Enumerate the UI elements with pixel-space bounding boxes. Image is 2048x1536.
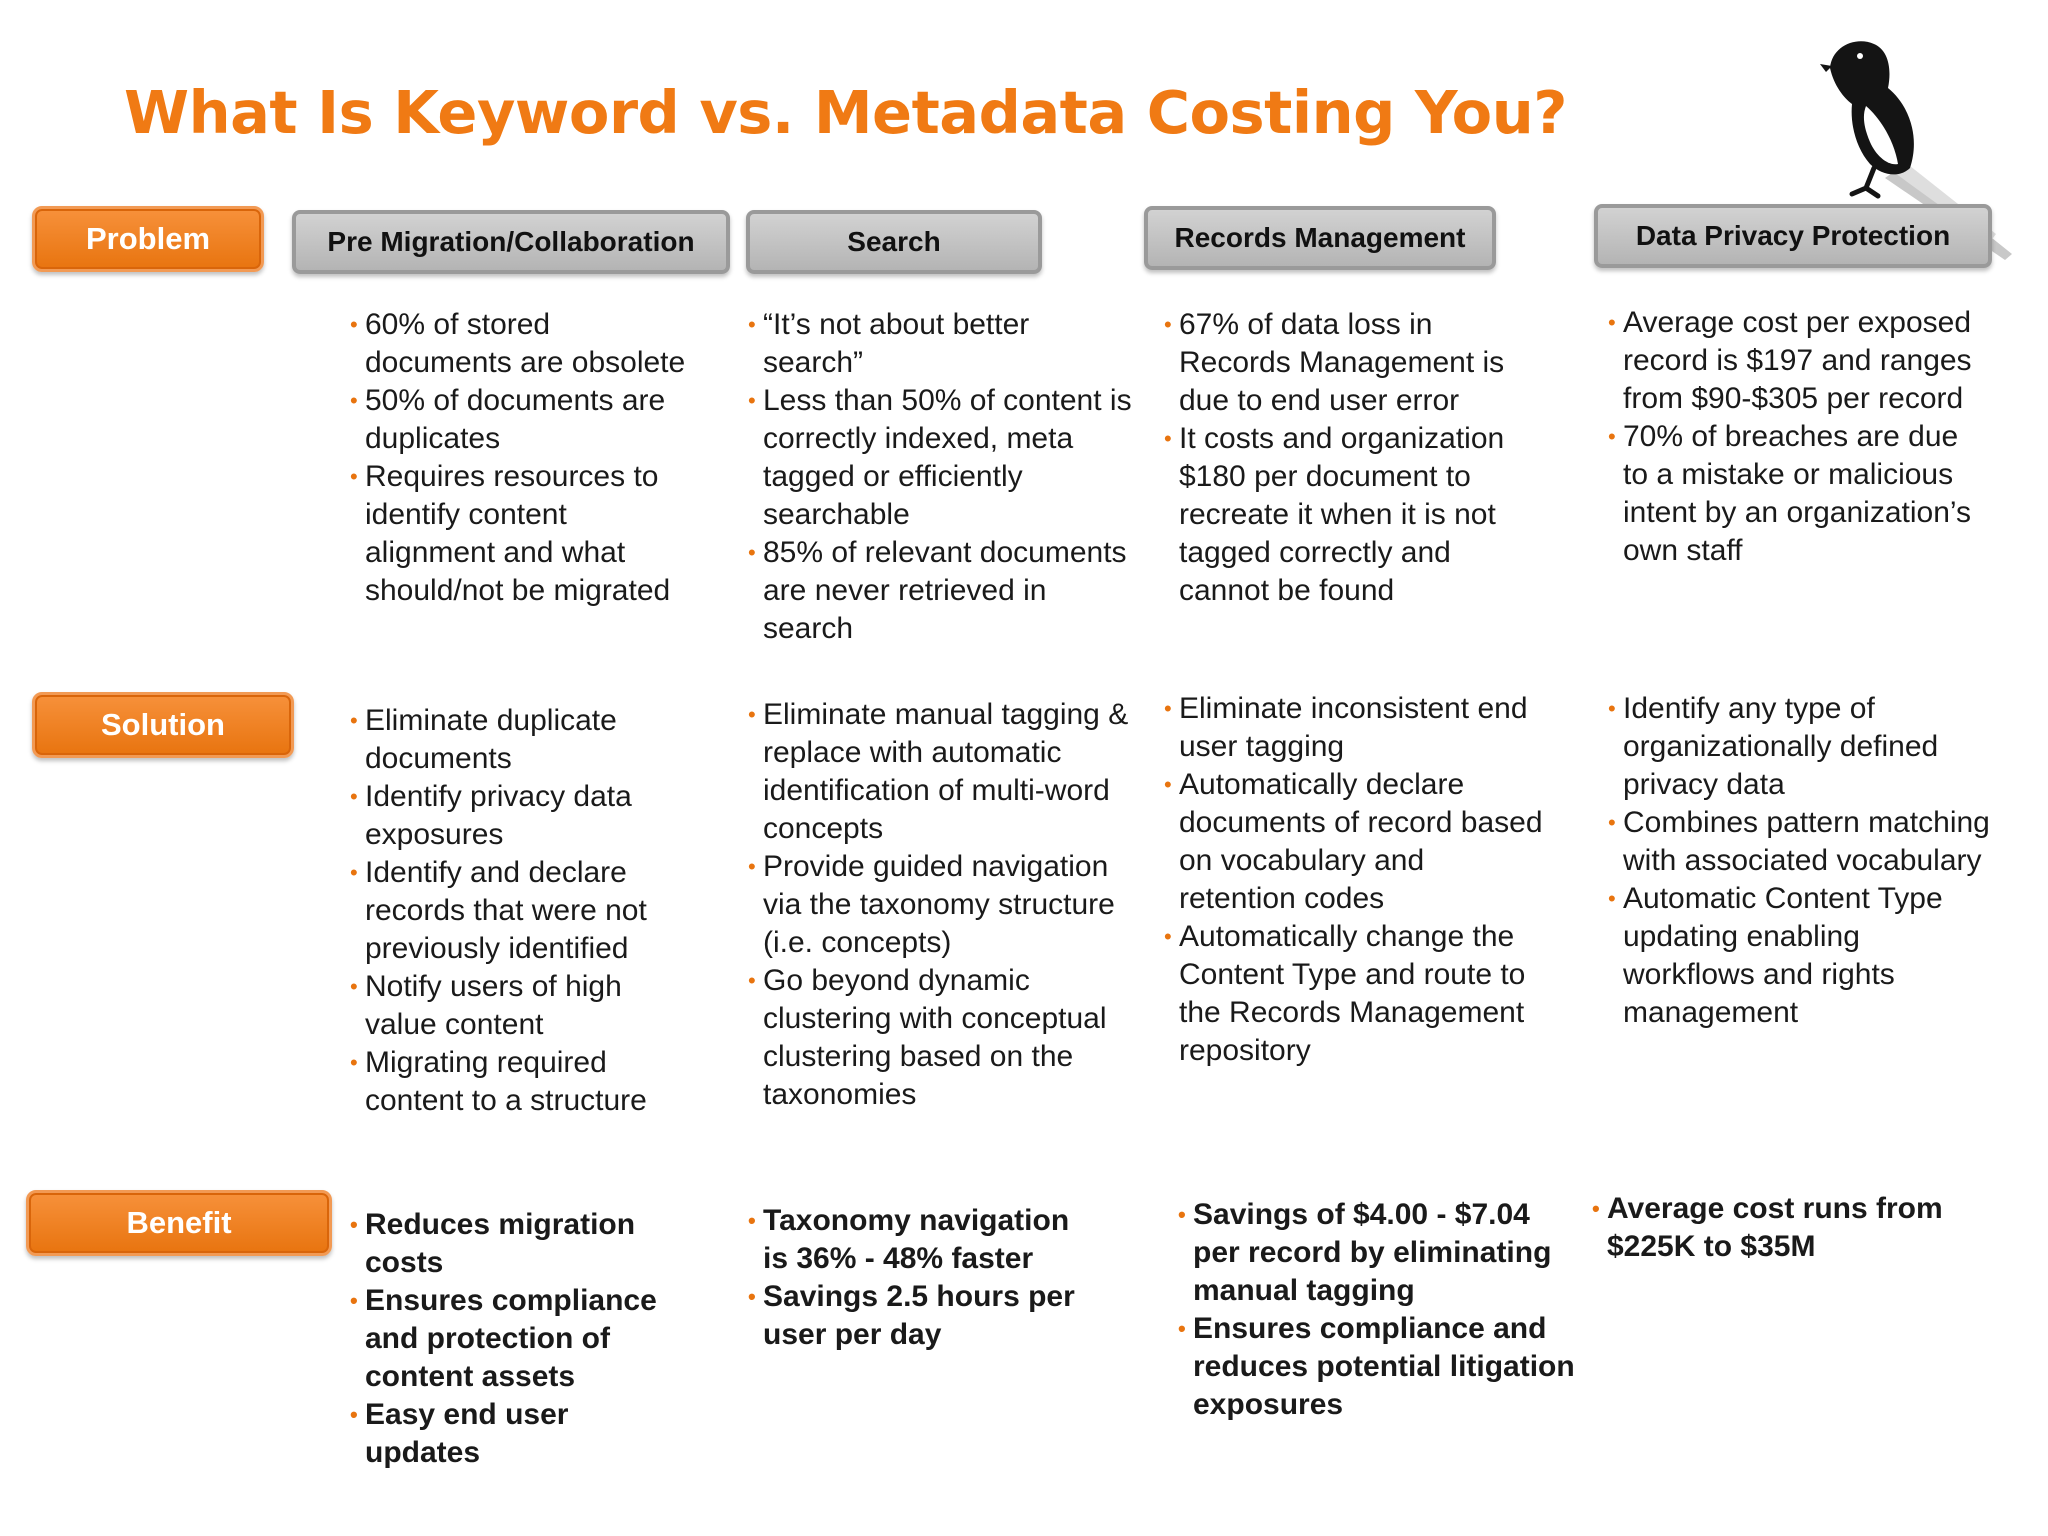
list-item: • Reduces migration costs bbox=[350, 1206, 680, 1282]
solution-cell-privacy bbox=[1608, 690, 1998, 1032]
solution-cell-pre-migration bbox=[350, 702, 698, 1120]
problem-cell-privacy bbox=[1608, 304, 1988, 570]
problem-cell-search bbox=[748, 306, 1134, 648]
list-item: • Requires resources to identify content alignment and what should/not be migrated bbox=[350, 458, 698, 610]
list-item: • Average cost per exposed record is $197 and ranges from $90-$305 per record bbox=[1608, 304, 1988, 418]
column-header-records-management: Records Management bbox=[1144, 206, 1496, 270]
solution-cell-search bbox=[748, 696, 1134, 1114]
benefit-cell-pre-migration bbox=[350, 1206, 680, 1472]
problem-cell-pre-migration bbox=[350, 306, 698, 610]
row-label-solution: Solution bbox=[32, 692, 294, 758]
list-item: • Identify and declare records that were not previously identified bbox=[350, 854, 698, 968]
list-item: • Migrating required content to a structure bbox=[350, 1044, 698, 1120]
list-item: • Notify users of high value content bbox=[350, 968, 698, 1044]
list-item: • Automatic Content Type updating enabling workflows and rights management bbox=[1608, 880, 1998, 1032]
list-item: • Combines pattern matching with associated vocabulary bbox=[1608, 804, 1998, 880]
list-item: • Savings of $4.00 - $7.04 per record by eliminating manual tagging bbox=[1178, 1196, 1578, 1310]
list-item: • “It’s not about better search” bbox=[748, 306, 1134, 382]
list-item: • 60% of stored documents are obsolete bbox=[350, 306, 698, 382]
list-item: • Easy end user updates bbox=[350, 1396, 680, 1472]
list-item: • Go beyond dynamic clustering with conceptual clustering based on the taxonomies bbox=[748, 962, 1134, 1114]
list-item: • 50% of documents are duplicates bbox=[350, 382, 698, 458]
list-item: • Identify any type of organizationally defined privacy data bbox=[1608, 690, 1998, 804]
list-item: • Automatically change the Content Type and route to the Records Management repository bbox=[1164, 918, 1544, 1070]
row-label-problem: Problem bbox=[32, 206, 264, 272]
column-header-search: Search bbox=[746, 210, 1042, 274]
list-item: • 67% of data loss in Records Management is due to end user error bbox=[1164, 306, 1544, 420]
list-item: • Automatically declare documents of record based on vocabulary and retention codes bbox=[1164, 766, 1544, 918]
list-item: • Ensures compliance and reduces potential litigation exposures bbox=[1178, 1310, 1578, 1424]
solution-cell-records bbox=[1164, 690, 1544, 1070]
list-item: • It costs and organization $180 per document to recreate it when it is not tagged correctly and cannot be found bbox=[1164, 420, 1544, 610]
list-item: • Average cost runs from $225K to $35M bbox=[1592, 1190, 1992, 1266]
list-item: • Eliminate manual tagging & replace with automatic identification of multi-word concepts bbox=[748, 696, 1134, 848]
list-item: • Provide guided navigation via the taxonomy structure (i.e. concepts) bbox=[748, 848, 1134, 962]
column-header-pre-migration: Pre Migration/Collaboration bbox=[292, 210, 730, 274]
benefit-cell-privacy bbox=[1592, 1190, 1992, 1266]
list-item: • Taxonomy navigation is 36% - 48% faster bbox=[748, 1202, 1088, 1278]
problem-cell-records bbox=[1164, 306, 1544, 610]
list-item: • 85% of relevant documents are never retrieved in search bbox=[748, 534, 1134, 648]
column-header-data-privacy: Data Privacy Protection bbox=[1594, 204, 1992, 268]
list-item: • 70% of breaches are due to a mistake or malicious intent by an organization’s own staff bbox=[1608, 418, 1988, 570]
list-item: • Less than 50% of content is correctly indexed, meta tagged or efficiently searchable bbox=[748, 382, 1134, 534]
list-item: • Eliminate inconsistent end user tagging bbox=[1164, 690, 1544, 766]
list-item: • Eliminate duplicate documents bbox=[350, 702, 698, 778]
page-title: What Is Keyword vs. Metadata Costing You? bbox=[124, 78, 1567, 147]
row-label-benefit: Benefit bbox=[26, 1190, 332, 1256]
benefit-cell-records bbox=[1178, 1196, 1578, 1424]
list-item: • Identify privacy data exposures bbox=[350, 778, 698, 854]
benefit-cell-search bbox=[748, 1202, 1088, 1354]
list-item: • Savings 2.5 hours per user per day bbox=[748, 1278, 1088, 1354]
list-item: • Ensures compliance and protection of content assets bbox=[350, 1282, 680, 1396]
